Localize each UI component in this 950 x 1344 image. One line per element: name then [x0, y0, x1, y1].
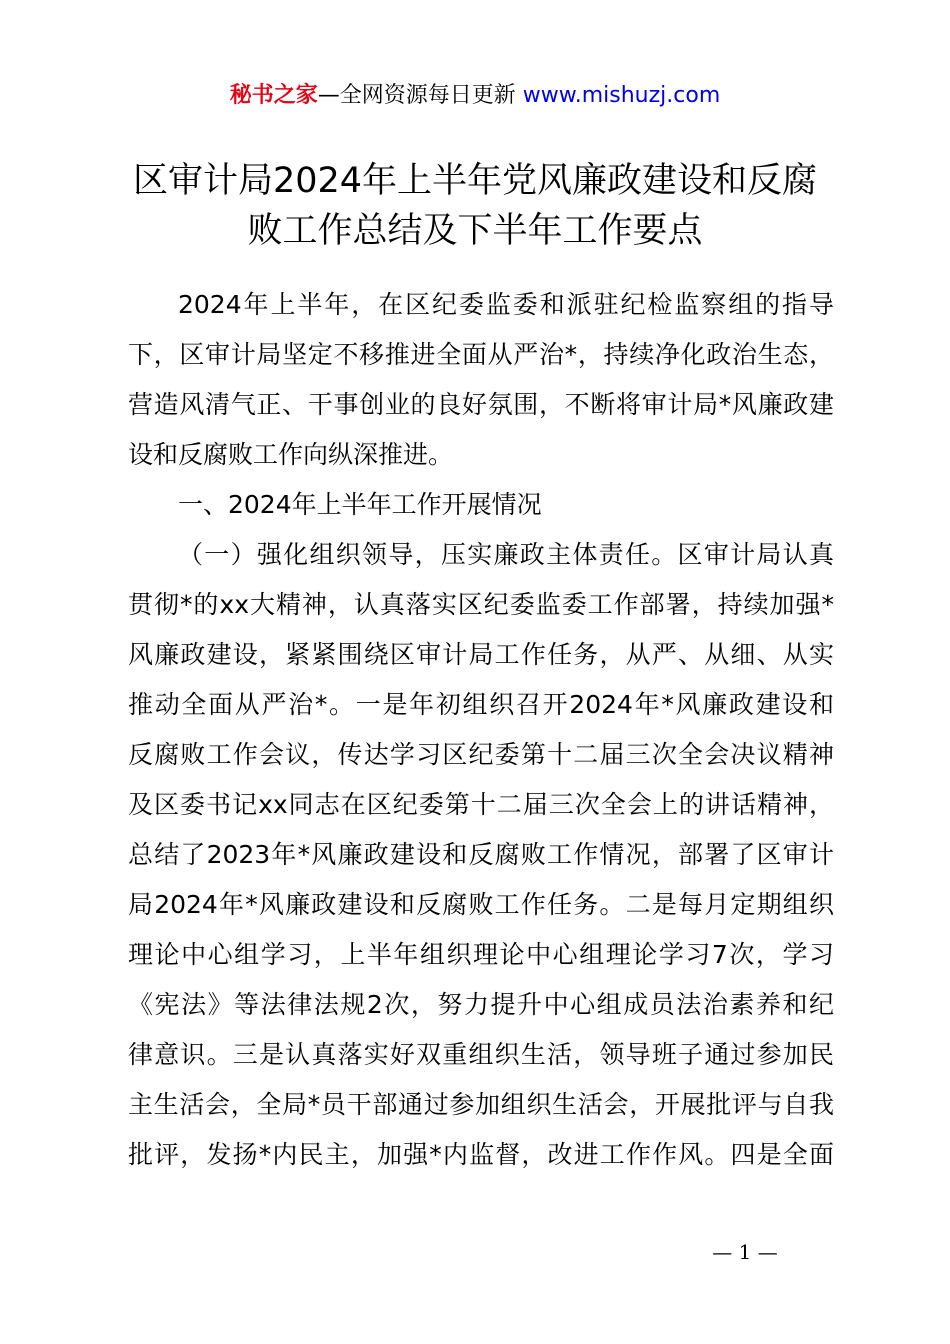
- text-line: 批评，发扬*内民主，加强*内监督，改进工作作风。四是全面: [128, 1140, 834, 1169]
- site-header: [0, 78, 950, 114]
- site-brand: 秘书之家: [229, 83, 318, 108]
- paragraph-intro: [128, 280, 834, 480]
- text-line: 推动全面从严治*。一是年初组织召开2024年*风廉政建设和: [128, 690, 834, 719]
- text-line: （一）强化组织领导，压实廉政主体责任。区审计局认真: [178, 540, 834, 569]
- text-line: 局2024年*风廉政建设和反腐败工作任务。二是每月定期组织: [128, 890, 834, 919]
- text-line: 理论中心组学习，上半年组织理论中心组理论学习7次，学习: [128, 940, 834, 969]
- section-heading: [128, 480, 834, 530]
- text-line: 2024年上半年，在区纪委监委和派驻纪检监察组的指导: [178, 290, 834, 319]
- site-tagline: —全网资源每日更新: [317, 83, 516, 108]
- title-line: 区审计局2024年上半年党风廉政建设和反腐: [132, 161, 818, 201]
- text-line: 营造风清气正、干事创业的良好氛围，不断将审计局*风廉政建: [128, 390, 834, 419]
- text-line: 《宪法》等法律法规2次，努力提升中心组成员法治素养和纪: [128, 990, 834, 1019]
- text-line: 风廉政建设，紧紧围绕区审计局工作任务，从严、从细、从实: [128, 640, 834, 669]
- text-line: 主生活会，全局*员干部通过参加组织生活会，开展批评与自我: [128, 1090, 834, 1119]
- site-url-link[interactable]: www.mishuzj.com: [522, 83, 721, 108]
- text-line: 反腐败工作会议，传达学习区纪委第十二届三次全会决议精神: [128, 740, 834, 769]
- text-line: 总结了2023年*风廉政建设和反腐败工作情况，部署了区审计: [128, 840, 834, 869]
- paragraph-organization: [128, 530, 834, 1180]
- text-line: 设和反腐败工作向纵深推进。: [128, 440, 454, 469]
- text-line: 贯彻*的xx大精神，认真落实区纪委监委工作部署，持续加强*: [128, 590, 834, 619]
- page-number: — 1 —: [712, 1240, 778, 1264]
- document-body: [128, 280, 834, 1180]
- title-line: 败工作总结及下半年工作要点: [247, 211, 703, 251]
- text-line: 律意识。三是认真落实好双重组织生活，领导班子通过参加民: [128, 1040, 834, 1069]
- text-line: 下，区审计局坚定不移推进全面从严治*，持续净化政治生态，: [128, 340, 834, 369]
- heading-line: 一、2024年上半年工作开展情况: [178, 490, 542, 519]
- text-line: 及区委书记xx同志在区纪委第十二届三次全会上的讲话精神，: [128, 790, 834, 819]
- document-title: [100, 156, 850, 256]
